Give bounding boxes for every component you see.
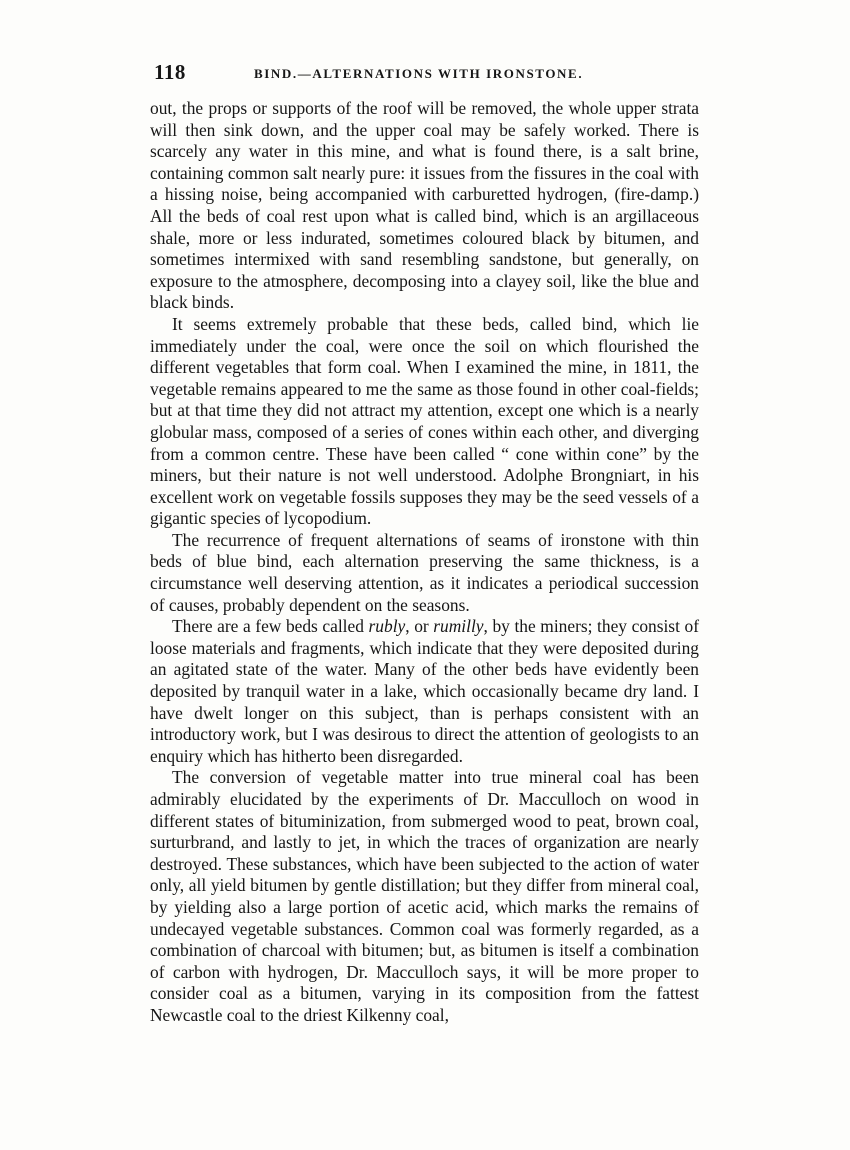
italic-term: rumilly [433, 616, 484, 637]
paragraph: It seems extremely probable that these beds, called bind, which lie immediately under the coal, were once the soil on which flourished the different vegetables that form coal. When I examined the mine, in 1811, the vegetable remains appeared to me the same as those found in other coal-fields; but at that time they did not attract my attention, except one which is a nearly globular mass, composed of a series of cones within each other, and diverging from a common centre. These have been called “ cone within cone” by the miners, but their nature is not well understood. Adolphe Brongniart, in his excellent work on vegetable fossils supposes they may be the seed vessels of a gigantic species of lycopodium. [150, 313, 699, 529]
paragraph: The conversion of vegetable matter into true mineral coal has been admirably elucidated by the experiments of Dr. Macculloch on wood in different states of bituminization, from submerged wood to peat, brown coal, surturbrand, and lastly to jet, in which the traces of organization are nearly destroyed. These substances, which have been subjected to the action of water only, all yield bitumen by gentle distillation; but they differ from mineral coal, by yielding also a large portion of acetic acid, which marks the remains of undecayed vegetable substances. Common coal was formerly regarded, as a combination of charcoal with bitumen; but, as bitumen is itself a combination of carbon with hydrogen, Dr. Macculloch says, it will be more proper to consider coal as a bitumen, varying in its composition from the fattest Newcastle coal to the driest Kilkenny coal, [150, 767, 699, 1025]
paragraph-text: , or [405, 616, 434, 637]
paragraph: The recurrence of frequent alternations of seams of ironstone with thin beds of blue bind, each alternation preserving the same thickness, is a circumstance well deserving attention, as it indicates a periodical succession of causes, probably dependent on the seasons. [150, 529, 699, 615]
paragraph: out, the props or supports of the roof will be removed, the whole upper strata will then sink down, and the upper coal may be safely worked. There is scarcely any water in this mine, and what is found there, is a salt brine, containing common salt nearly pure: it issues from the fissures in the coal with a hissing noise, being accompanied with carburetted hydrogen, (fire-damp.) All the beds of coal rest upon what is called bind, which is an argillaceous shale, more or less indurated, sometimes coloured black by bitumen, and sometimes intermixed with sand resembling sandstone, but generally, on exposure to the atmosphere, decomposing into a clayey soil, like the blue and black binds. [150, 98, 699, 313]
paragraph-text: There are a few beds called [172, 616, 369, 637]
page-number: 118 [154, 60, 186, 84]
paragraph-text: , by the miners; they consist of loose materials and fragments, which indicate that they were deposited during an agitated state of the water. Many of the other beds have evidently been deposited by tranquil water in a lake, which occasionally became dry land. I have dwelt longer on this subject, than is perhaps consistent with an introductory work, but I was desirous to direct the attention of geologists to an enquiry which has hitherto been disregarded. [150, 616, 699, 766]
running-head [154, 60, 702, 84]
body-text [150, 98, 699, 1027]
running-head-title: BIND.—ALTERNATIONS WITH IRONSTONE. [254, 66, 584, 81]
paragraph [150, 616, 699, 767]
italic-term: rubly [368, 616, 406, 637]
